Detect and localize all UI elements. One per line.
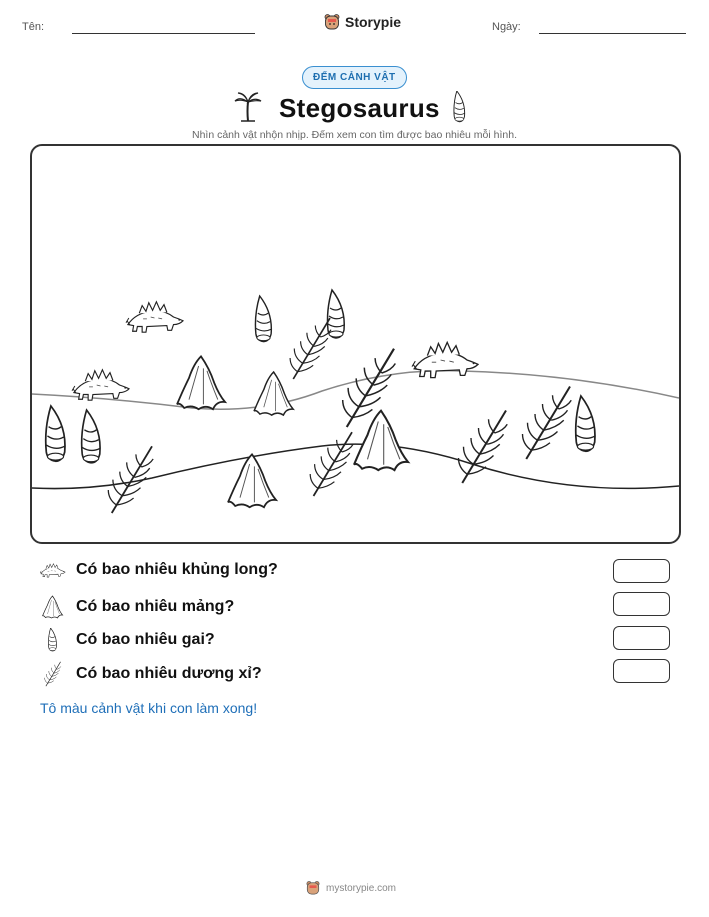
fern-4 [310,432,353,496]
spike-icon [450,91,470,123]
answer-box-ferns[interactable] [613,659,670,683]
dinosaur-icon [40,561,66,579]
name-label: Tên: [22,21,45,33]
coloring-instruction: Tô màu cảnh vật khi con làm xong! [40,700,258,716]
spike-icon [40,628,66,652]
dinosaur-3 [412,342,478,377]
date-label: Ngày: [492,21,521,33]
fern-1 [290,318,331,379]
brand-logo [324,13,401,31]
spike-1 [255,296,271,342]
plate-3 [354,411,408,470]
answer-box-spikes[interactable] [613,626,670,650]
spike-5 [576,396,595,451]
question-row-spikes [40,628,215,652]
spike-4 [82,410,100,463]
answer-box-plates[interactable] [613,592,670,616]
palm-tree-icon [233,91,263,123]
plate-icon [40,595,66,619]
fern-6 [523,387,572,460]
counting-scene [30,144,681,544]
activity-badge: ĐẾM CẢNH VẬT [302,66,407,89]
answer-box-dinosaurs[interactable] [613,559,670,583]
brand-name: Storypie [345,14,402,30]
dinosaur-1 [126,302,183,332]
name-line[interactable] [72,33,255,34]
scene-illustration [32,146,679,542]
question-text: Có bao nhiêu gai? [76,631,215,648]
spike-3 [46,406,65,461]
fern-icon [40,661,66,687]
question-row-ferns [40,661,262,687]
question-text: Có bao nhiêu mảng? [76,598,235,615]
date-line[interactable] [539,33,686,34]
question-row-dinosaurs [40,561,278,579]
site-footer [306,880,396,896]
bear-icon [306,880,320,896]
bear-icon [324,13,340,31]
instructions-subtitle: Nhìn cảnh vật nhộn nhịp. Đếm xem con tìm được bao nhiêu mỗi hình. [191,129,517,141]
question-text: Có bao nhiêu khủng long? [76,561,278,578]
plate-1 [177,356,225,409]
plate-4 [228,454,276,507]
page-title: Stegosaurus [279,93,440,123]
site-url[interactable]: mystorypie.com [326,882,397,894]
plate-2 [254,372,293,415]
dinosaur-2 [72,370,129,400]
question-row-plates [40,595,234,619]
question-text: Có bao nhiêu dương xỉ? [76,665,262,682]
fern-2 [343,349,396,427]
